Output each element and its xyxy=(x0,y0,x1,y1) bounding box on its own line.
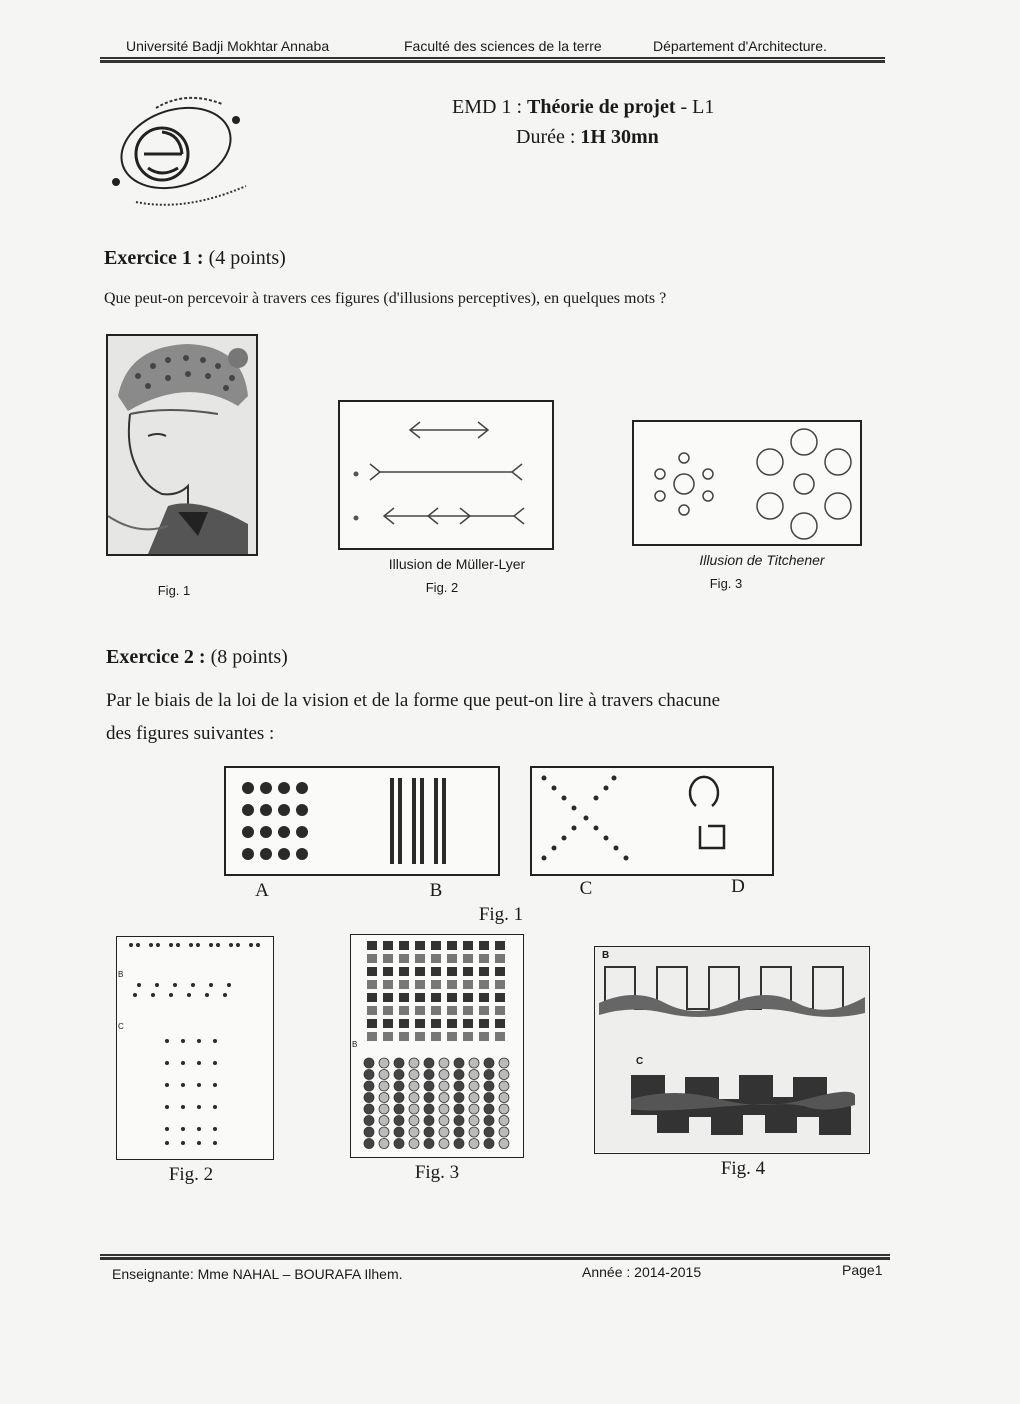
fig3-circle xyxy=(439,1070,449,1080)
fig3-square xyxy=(431,1019,441,1028)
fig3-circle xyxy=(379,1081,389,1091)
ex2-fig1-label-b: B xyxy=(429,880,443,901)
fig3-circle xyxy=(484,1104,494,1114)
fig3-circle xyxy=(364,1070,374,1080)
fig3-square xyxy=(463,967,473,976)
fig3-circle xyxy=(379,1104,389,1114)
fig3-square xyxy=(447,1006,457,1015)
fig3-circle xyxy=(484,1139,494,1149)
fig3-square xyxy=(495,1032,505,1041)
ex2-fig1-panel-ab xyxy=(224,766,500,876)
fig3-square xyxy=(367,993,377,1002)
fig3-circle xyxy=(364,1116,374,1126)
fig3-circle xyxy=(499,1116,509,1126)
fig3-circle xyxy=(364,1058,374,1068)
fig3-square xyxy=(367,980,377,989)
fig3-circle xyxy=(499,1104,509,1114)
fig3-square xyxy=(463,1006,473,1015)
fig3-circle xyxy=(409,1081,419,1091)
fig3-square xyxy=(495,1019,505,1028)
exercise2-heading: Exercice 2 : (8 points) xyxy=(106,646,288,668)
fig3-circle xyxy=(424,1081,434,1091)
fig3-circle xyxy=(364,1081,374,1091)
fig3-circle xyxy=(424,1070,434,1080)
ex1-fig3-title: Illusion de Titchener xyxy=(699,552,825,568)
fig3-square xyxy=(383,980,393,989)
header-department: Département d'Architecture. xyxy=(653,38,827,54)
fig3-square xyxy=(431,980,441,989)
exam-title: EMD 1 : Théorie de projet - L1 xyxy=(452,96,715,118)
fig3-square xyxy=(447,1032,457,1041)
fig3-circle xyxy=(409,1104,419,1114)
fig3-square xyxy=(495,1006,505,1015)
fig3-square xyxy=(479,1006,489,1015)
fig3-circle xyxy=(409,1058,419,1068)
exercise2-question-line2: des figures suivantes : xyxy=(106,723,275,744)
ex1-fig1-caption: Fig. 1 xyxy=(157,583,191,598)
fig3-square xyxy=(367,1032,377,1041)
fig3-circle xyxy=(394,1070,404,1080)
fig3-square xyxy=(383,1032,393,1041)
fig3-circle xyxy=(379,1058,389,1068)
fig3-circle xyxy=(409,1093,419,1103)
footer-year: Année : 2014-2015 xyxy=(582,1264,702,1280)
fig3-circle xyxy=(469,1104,479,1114)
fig3-circle xyxy=(469,1070,479,1080)
fig3-square xyxy=(495,941,505,950)
fig3-circle xyxy=(364,1104,374,1114)
fig3-square xyxy=(447,980,457,989)
ex2-fig2-label-b: B xyxy=(118,970,124,979)
fig3-square xyxy=(367,1006,377,1015)
fig3-square xyxy=(495,967,505,976)
fig3-square xyxy=(447,954,457,963)
fig3-circle xyxy=(499,1070,509,1080)
fig3-circle xyxy=(454,1070,464,1080)
header-rule xyxy=(100,57,885,63)
fig3-circle xyxy=(454,1093,464,1103)
fig3-circle xyxy=(379,1093,389,1103)
fig3-circle xyxy=(424,1104,434,1114)
ex1-fig2-caption: Fig. 2 xyxy=(425,580,459,595)
fig3-square xyxy=(447,1019,457,1028)
fig3-square xyxy=(367,941,377,950)
fig3-circle xyxy=(409,1116,419,1126)
fig3-circle xyxy=(394,1104,404,1114)
fig3-circle xyxy=(454,1116,464,1126)
footer-rule xyxy=(100,1254,890,1260)
fig3-circle xyxy=(394,1058,404,1068)
fig3-circle xyxy=(439,1104,449,1114)
fig3-square xyxy=(399,941,409,950)
fig3-square xyxy=(399,1006,409,1015)
fig3-circle xyxy=(394,1081,404,1091)
ex2-fig1-caption: Fig. 1 xyxy=(478,904,524,925)
ex2-fig2-label-c: C xyxy=(118,1022,124,1031)
fig3-circle xyxy=(379,1127,389,1137)
fig3-circle xyxy=(409,1127,419,1137)
footer-teacher: Enseignante: Mme NAHAL – BOURAFA Ilhem. xyxy=(112,1266,403,1282)
exam-duration: Durée : 1H 30mn xyxy=(516,126,659,148)
fig3-square xyxy=(399,954,409,963)
fig3-square xyxy=(463,1032,473,1041)
fig3-circle xyxy=(499,1081,509,1091)
header-university: Université Badji Mokhtar Annaba xyxy=(126,38,330,54)
fig3-circle xyxy=(484,1127,494,1137)
fig3-square xyxy=(463,980,473,989)
fig3-circle xyxy=(469,1093,479,1103)
fig3-square xyxy=(415,967,425,976)
fig3-circle xyxy=(424,1127,434,1137)
fig3-square xyxy=(399,967,409,976)
fig3-circle xyxy=(469,1116,479,1126)
fig3-square xyxy=(415,1006,425,1015)
ex2-fig2-caption: Fig. 2 xyxy=(168,1164,214,1185)
fig3-circle xyxy=(439,1081,449,1091)
fig3-square xyxy=(399,1019,409,1028)
fig3-square xyxy=(415,993,425,1002)
fig3-square xyxy=(447,941,457,950)
fig3-square xyxy=(431,941,441,950)
fig3-square xyxy=(367,1019,377,1028)
fig3-square xyxy=(431,993,441,1002)
fig3-square xyxy=(479,1032,489,1041)
fig3-square xyxy=(415,980,425,989)
fig3-square xyxy=(383,993,393,1002)
ex2-fig2 xyxy=(116,936,274,1160)
fig3-circle xyxy=(454,1104,464,1114)
ex2-fig3-caption: Fig. 3 xyxy=(414,1162,460,1183)
ex2-fig4-label-c: C xyxy=(636,1056,644,1067)
ex2-fig1-label-d: D xyxy=(731,876,745,897)
fig3-square xyxy=(431,954,441,963)
fig3-circle xyxy=(409,1070,419,1080)
fig3-square xyxy=(431,1032,441,1041)
fig3-square xyxy=(495,993,505,1002)
fig3-circle xyxy=(379,1139,389,1149)
university-logo-icon xyxy=(96,82,256,214)
fig3-square xyxy=(479,941,489,950)
fig3-square xyxy=(383,941,393,950)
fig3-circle xyxy=(469,1127,479,1137)
fig3-circle xyxy=(454,1058,464,1068)
fig3-circle xyxy=(454,1081,464,1091)
fig3-square xyxy=(415,941,425,950)
fig3-circle xyxy=(439,1093,449,1103)
fig3-square xyxy=(415,1019,425,1028)
fig3-square xyxy=(383,967,393,976)
fig3-circle xyxy=(484,1058,494,1068)
ex2-fig4 xyxy=(594,946,870,1154)
fig3-square xyxy=(463,1019,473,1028)
fig3-circle xyxy=(499,1093,509,1103)
fig3-circle xyxy=(484,1116,494,1126)
exercise1-question: Que peut-on percevoir à travers ces figures (d'illusions perceptives), en quelques mots ? xyxy=(104,290,667,307)
ex1-fig1-portrait xyxy=(106,334,258,556)
fig3-circle xyxy=(499,1127,509,1137)
fig3-circle xyxy=(424,1116,434,1126)
fig3-square xyxy=(383,954,393,963)
fig3-square xyxy=(415,954,425,963)
fig3-circle xyxy=(394,1139,404,1149)
ex1-fig2-title: Illusion de Müller-Lyer xyxy=(388,556,526,572)
fig3-circle xyxy=(424,1139,434,1149)
ex1-fig3-caption: Fig. 3 xyxy=(709,576,743,591)
ex2-fig4-caption: Fig. 4 xyxy=(720,1158,766,1179)
fig3-circle xyxy=(439,1139,449,1149)
exercise2-question-line1: Par le biais de la loi de la vision et de la forme que peut-on lire à travers chacune xyxy=(106,690,721,711)
fig3-circle xyxy=(394,1116,404,1126)
fig3-square xyxy=(367,967,377,976)
fig3-circle xyxy=(484,1070,494,1080)
fig3-circle xyxy=(484,1093,494,1103)
fig3-square xyxy=(399,1032,409,1041)
ex1-fig2-muller-lyer xyxy=(338,400,554,550)
ex2-fig3-label-b: B xyxy=(352,1040,358,1049)
fig3-square xyxy=(383,1006,393,1015)
fig3-square xyxy=(415,1032,425,1041)
fig3-square xyxy=(463,941,473,950)
fig3-circle xyxy=(484,1081,494,1091)
fig3-square xyxy=(399,980,409,989)
fig3-circle xyxy=(379,1070,389,1080)
fig3-circle xyxy=(364,1093,374,1103)
fig3-circle xyxy=(439,1116,449,1126)
fig3-square xyxy=(447,967,457,976)
fig3-circle xyxy=(499,1139,509,1149)
fig3-circle xyxy=(424,1093,434,1103)
fig3-circle xyxy=(469,1081,479,1091)
footer-page: Page1 xyxy=(842,1262,883,1278)
fig3-square xyxy=(463,993,473,1002)
fig3-circle xyxy=(394,1093,404,1103)
ex2-fig4-label-b: B xyxy=(602,950,610,961)
ex1-fig3-titchener xyxy=(632,420,862,546)
fig3-square xyxy=(383,1019,393,1028)
exercise1-heading: Exercice 1 : (4 points) xyxy=(104,247,286,269)
fig3-square xyxy=(399,993,409,1002)
fig3-circle xyxy=(394,1127,404,1137)
fig3-square xyxy=(479,980,489,989)
fig3-circle xyxy=(499,1058,509,1068)
ex2-fig1-label-a: A xyxy=(255,880,269,901)
fig3-circle xyxy=(439,1058,449,1068)
fig3-square xyxy=(495,980,505,989)
fig3-square xyxy=(431,967,441,976)
ex2-fig3 xyxy=(350,934,524,1158)
fig3-square xyxy=(479,954,489,963)
fig3-square xyxy=(479,967,489,976)
fig3-square xyxy=(463,954,473,963)
fig3-circle xyxy=(379,1116,389,1126)
fig3-circle xyxy=(439,1127,449,1137)
header-faculty: Faculté des sciences de la terre xyxy=(404,38,602,54)
fig3-square xyxy=(367,954,377,963)
fig3-square xyxy=(479,1019,489,1028)
ex2-fig1-label-c: C xyxy=(579,878,593,899)
fig3-square xyxy=(431,1006,441,1015)
ex2-fig1-panel-cd xyxy=(530,766,774,876)
fig3-circle xyxy=(454,1127,464,1137)
fig3-circle xyxy=(469,1139,479,1149)
fig3-circle xyxy=(364,1139,374,1149)
fig3-circle xyxy=(454,1139,464,1149)
fig3-square xyxy=(479,993,489,1002)
fig3-circle xyxy=(364,1127,374,1137)
fig3-circle xyxy=(424,1058,434,1068)
fig3-square xyxy=(495,954,505,963)
fig3-circle xyxy=(469,1058,479,1068)
fig3-circle xyxy=(409,1139,419,1149)
fig3-square xyxy=(447,993,457,1002)
